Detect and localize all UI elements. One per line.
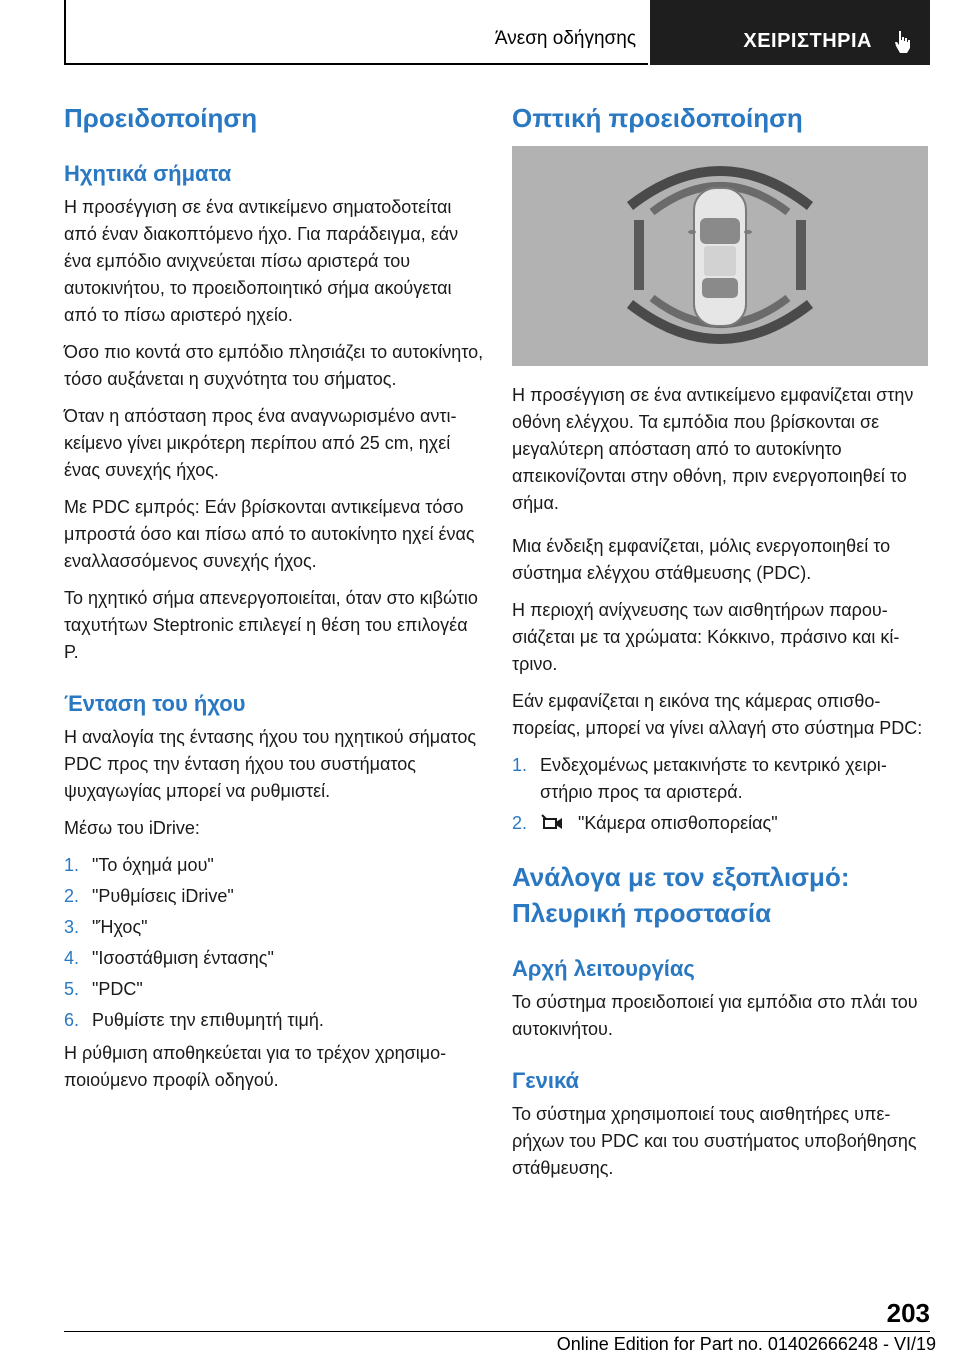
idrive-steps-list bbox=[64, 852, 484, 1034]
list-item bbox=[64, 914, 484, 941]
paragraph: Η προσέγγιση σε ένα αντικείμενο εμφανίζεται στην οθόνη ελέγχου. Τα εμπόδια που βρίσκονται σε μεγαλύτερη απόσταση από το αυτοκίνητο απεικονίζονται στην οθόνη, πριν ενεργοποιηθεί το σήμα. bbox=[512, 385, 914, 513]
section-title-warning: Προειδοποίηση bbox=[64, 103, 258, 133]
paragraph: Εάν εμφανίζεται η εικόνα της κάμερας οπισθοπορείας, μπορεί να γίνει αλλαγή στο σύστημα PDC: bbox=[512, 691, 923, 738]
step-text: "Κάμερα οπισθοπορείας" bbox=[578, 813, 778, 833]
paragraph: Το σύστημα χρησιμοποιεί τους αισθητήρες υπερήχων του PDC και του συστήματος υποβοήθησης στάθμευσης. bbox=[512, 1104, 917, 1178]
chapter-title: ΧΕΙΡΙΣΤΗΡΙΑ bbox=[743, 30, 872, 52]
footer-rule bbox=[64, 1331, 930, 1332]
pdc-display-figure bbox=[512, 146, 928, 366]
paragraph: Μια ένδειξη εμφανίζεται, μόλις ενεργοποιηθεί το σύστημα ελέγχου στάθμευσης (PDC). bbox=[512, 536, 891, 583]
step-text: "Ισοστάθμιση έντασης" bbox=[92, 948, 274, 968]
list-item bbox=[64, 883, 484, 910]
header-rule-left bbox=[64, 0, 66, 64]
left-column bbox=[64, 100, 484, 1104]
step-number: 1. bbox=[64, 855, 80, 875]
step-text: "Το όχημά μου" bbox=[92, 855, 214, 875]
step-content bbox=[540, 810, 932, 837]
step-number: 5. bbox=[64, 979, 80, 999]
chapter-tab bbox=[650, 0, 930, 65]
paragraph: Η προσέγγιση σε ένα αντικείμενο σηματοδοτείται από έναν διακοπτόμενο ήχο. Για παράδειγμα, εάν ένα εμπόδιο ανιχνεύεται πίσω αριστερά του αυτοκινήτου, το προειδοποιητικό σήμα ακούγεται από το πίσω αριστερό ηχείο. bbox=[64, 197, 459, 325]
subheading-general: Γενικά bbox=[512, 1068, 580, 1093]
paragraph: Όσο πιο κοντά στο εμπόδιο πλησιάζει το αυτοκίνητο, τόσο αυξάνεται η συχνότητα του σήματος. bbox=[64, 342, 484, 389]
paragraph: Η αναλογία της έντασης ήχου του ηχητικού σήματος PDC προς την ένταση ήχου του συστήματος ψυχαγωγίας μπορεί να ρυθμιστεί. bbox=[64, 727, 477, 801]
paragraph: Η ρύθμιση αποθηκεύεται για το τρέχον χρησιμοποιούμενο προφίλ οδηγού. bbox=[64, 1043, 447, 1090]
paragraph: Όταν η απόσταση προς ένα αναγνωρισμένο αντικείμενο γίνει μικρότερη περίπου από 25 cm, ηχεί ένας συνεχής ήχος. bbox=[64, 406, 457, 480]
step-text: "PDC" bbox=[92, 979, 143, 999]
step-number: 1. bbox=[512, 755, 528, 775]
subheading-volume: Ένταση του ήχου bbox=[64, 691, 246, 716]
paragraph: Η περιοχή ανίχνευσης των αισθητήρων παρουσιάζεται με τα χρώματα: Κόκκινο, πράσινο και κίτρινο. bbox=[512, 600, 900, 674]
step-number: 3. bbox=[64, 917, 80, 937]
section-title-side-protection: Ανάλογα με τον εξοπλισμό: Πλευρική προστασία bbox=[512, 862, 850, 928]
step-text: "Ρυθμίσεις iDrive" bbox=[92, 886, 234, 906]
hand-pointer-icon bbox=[892, 29, 916, 55]
step-text: "Ήχος" bbox=[92, 917, 148, 937]
pdc-car-illustration bbox=[512, 146, 928, 366]
paragraph: Το ηχητικό σήμα απενεργοποιείται, όταν στο κιβώτιο ταχυτήτων Steptronic επιλεγεί η θέση του επιλογέα P. bbox=[64, 588, 478, 662]
step-number: 4. bbox=[64, 948, 80, 968]
header-section-title: Άνεση οδήγησης bbox=[494, 28, 636, 49]
camera-switch-steps-list bbox=[512, 752, 932, 837]
subheading-acoustic-signals: Ηχητικά σήματα bbox=[64, 161, 232, 186]
right-column bbox=[512, 100, 932, 1192]
subheading-principle: Αρχή λειτουργίας bbox=[512, 956, 695, 981]
step-text: Ενδεχομένως μετακινήστε το κεντρικό χειριστήριο προς τα αριστερά. bbox=[540, 755, 887, 802]
section-title-visual-warning: Οπτική προειδοποίηση bbox=[512, 103, 803, 133]
page-number: 203 bbox=[886, 1298, 930, 1328]
step-number: 6. bbox=[64, 1010, 80, 1030]
paragraph: Με PDC εμπρός: Εάν βρίσκονται αντικείμενα τόσο μπροστά όσο και πίσω από το αυτοκίνητο ηχεί ένας εναλλασσόμενος συνεχής ήχος. bbox=[64, 497, 475, 571]
paragraph: Το σύστημα προειδοποιεί για εμπόδια στο πλάι του αυτοκινήτου. bbox=[512, 992, 918, 1039]
paragraph: Μέσω του iDrive: bbox=[64, 818, 200, 838]
step-number: 2. bbox=[512, 813, 528, 833]
header-rule-bottom bbox=[64, 63, 648, 65]
step-number: 2. bbox=[64, 886, 80, 906]
list-item bbox=[512, 810, 932, 837]
list-item bbox=[64, 945, 484, 972]
list-item bbox=[64, 852, 484, 879]
footer-edition: Online Edition for Part no. 01402666248 - VI/19 bbox=[556, 1334, 936, 1354]
list-item bbox=[64, 976, 484, 1003]
step-text: Ρυθμίστε την επιθυμητή τιμή. bbox=[92, 1010, 324, 1030]
list-item bbox=[64, 1007, 484, 1034]
list-item bbox=[512, 752, 932, 806]
rear-camera-icon bbox=[540, 812, 564, 832]
